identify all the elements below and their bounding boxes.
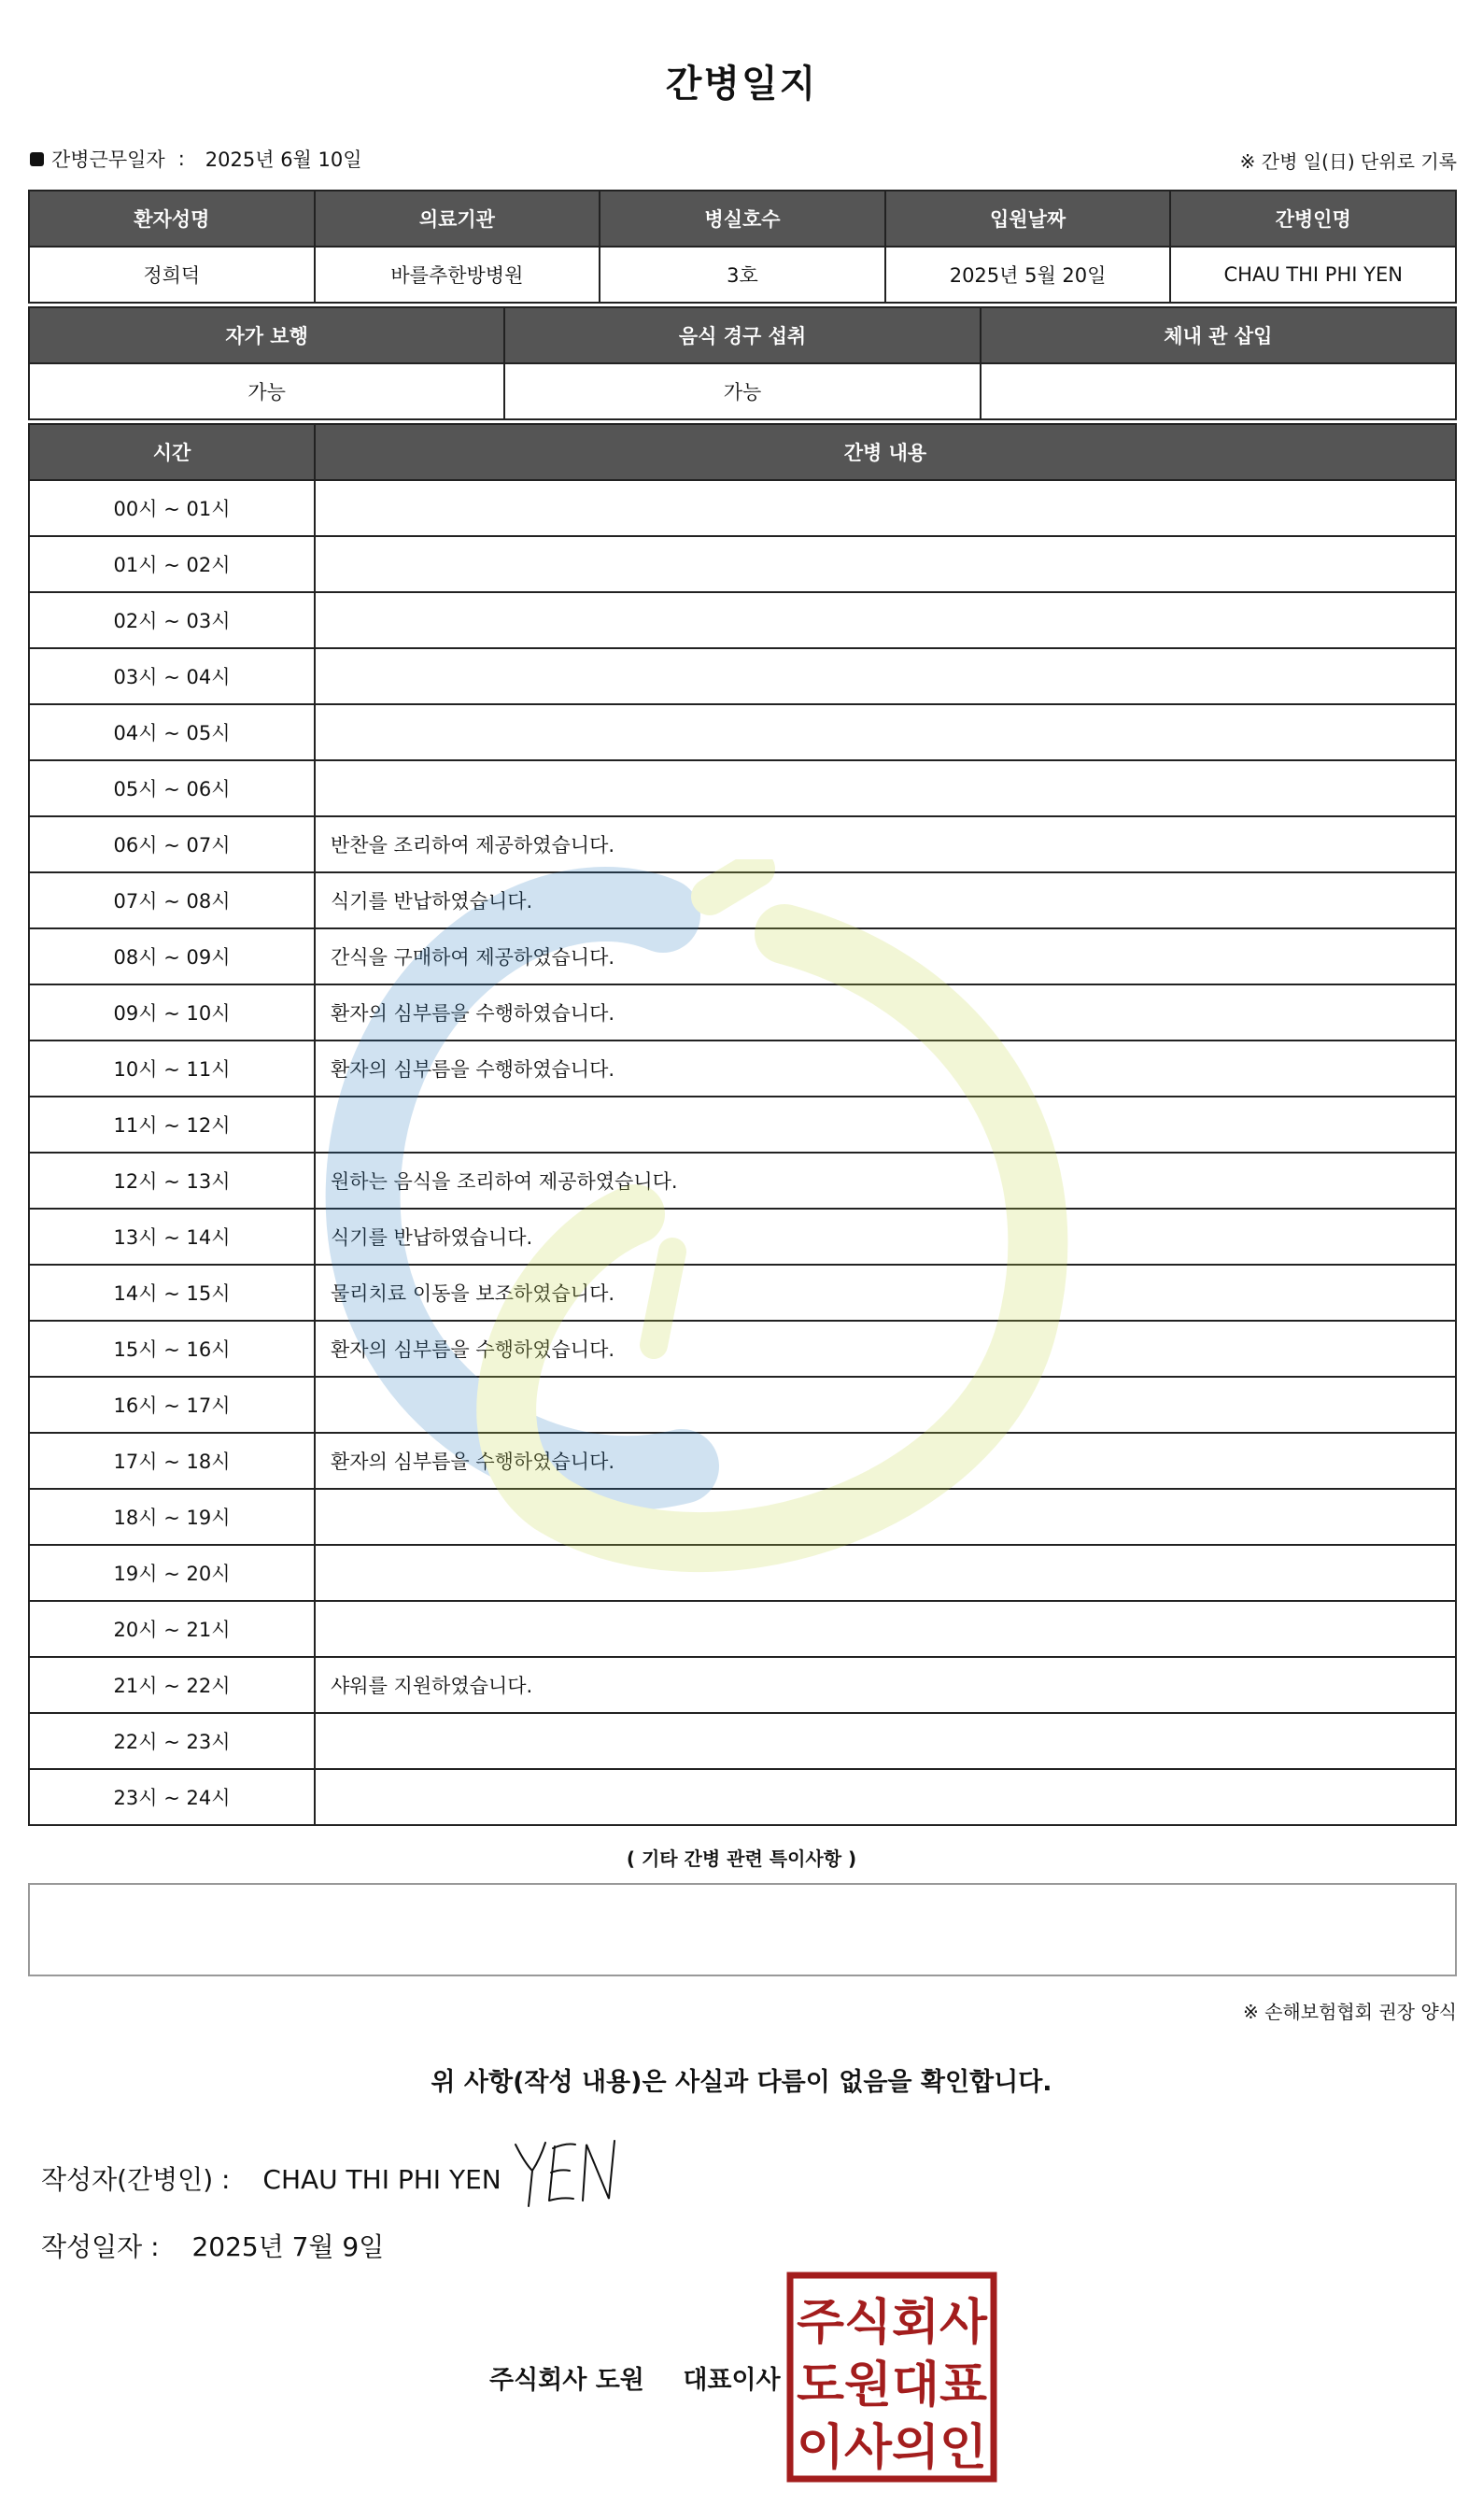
header-time: 시간 — [29, 424, 315, 480]
time-slot: 15시 ~ 16시 — [29, 1321, 315, 1377]
header-admission-date: 입원날짜 — [885, 191, 1171, 247]
write-date-value: 2025년 7월 9일 — [191, 2231, 385, 2262]
time-slot: 16시 ~ 17시 — [29, 1377, 315, 1433]
care-content: 반찬을 조리하여 제공하였습니다. — [315, 816, 1456, 872]
header-room: 병실호수 — [600, 191, 885, 247]
time-slot: 02시 ~ 03시 — [29, 592, 315, 648]
table-row — [29, 247, 1456, 303]
table-row — [29, 363, 1456, 419]
seal-line-2: 도원대표 — [797, 2357, 987, 2414]
time-slot: 11시 ~ 12시 — [29, 1097, 315, 1153]
time-slot: 21시 ~ 22시 — [29, 1657, 315, 1713]
table-row — [29, 1321, 1456, 1377]
time-slot: 23시 ~ 24시 — [29, 1769, 315, 1825]
square-bullet-icon — [30, 152, 44, 166]
care-content: 환자의 심부름을 수행하였습니다. — [315, 1433, 1456, 1489]
care-content: 샤워를 지원하였습니다. — [315, 1657, 1456, 1713]
care-content — [315, 760, 1456, 816]
care-content: 식기를 반납하였습니다. — [315, 1209, 1456, 1265]
header-caregiver-name: 간병인명 — [1170, 191, 1456, 247]
time-slot: 12시 ~ 13시 — [29, 1153, 315, 1209]
header-hospital: 의료기관 — [315, 191, 600, 247]
care-content — [315, 536, 1456, 592]
company-name: 주식회사 도원 — [489, 2366, 644, 2395]
ability-table — [28, 306, 1457, 420]
care-content — [315, 1713, 1456, 1769]
table-row — [29, 760, 1456, 816]
hospital: 바를추한방병원 — [315, 247, 600, 303]
other-notes-box — [28, 1883, 1457, 1976]
header-self-walking: 자가 보행 — [29, 307, 504, 363]
header-tube-insertion: 체내 관 삽입 — [981, 307, 1456, 363]
care-content — [315, 648, 1456, 704]
care-content — [315, 1097, 1456, 1153]
table-row — [29, 536, 1456, 592]
table-row — [29, 1601, 1456, 1657]
time-slot: 08시 ~ 09시 — [29, 928, 315, 984]
table-row — [29, 984, 1456, 1041]
table-row — [29, 872, 1456, 928]
representative-title: 대표이사 — [683, 2366, 781, 2395]
work-date-colon: : — [177, 148, 185, 170]
table-header-row — [29, 191, 1456, 247]
table-row — [29, 1097, 1456, 1153]
admission-date: 2025년 5월 20일 — [885, 247, 1171, 303]
form-note: ※ 손해보험협회 권장 양식 — [1242, 2001, 1457, 2023]
tube-insertion-value — [981, 363, 1456, 419]
document-title: 간병일지 — [665, 63, 818, 106]
care-content — [315, 1489, 1456, 1545]
unit-note: ※ 간병 일(日) 단위로 기록 — [1239, 150, 1457, 173]
writer-label: 작성자(간병인) : — [41, 2164, 231, 2195]
table-row — [29, 1657, 1456, 1713]
write-date-line — [41, 2227, 384, 2264]
time-slot: 07시 ~ 08시 — [29, 872, 315, 928]
time-slot: 18시 ~ 19시 — [29, 1489, 315, 1545]
care-content — [315, 1769, 1456, 1825]
table-row — [29, 704, 1456, 760]
table-row — [29, 1489, 1456, 1545]
care-content — [315, 704, 1456, 760]
work-date — [30, 145, 362, 173]
company-line — [489, 2359, 781, 2396]
table-header-row — [29, 307, 1456, 363]
time-slot: 14시 ~ 15시 — [29, 1265, 315, 1321]
table-row — [29, 1209, 1456, 1265]
table-row — [29, 1377, 1456, 1433]
time-slot: 10시 ~ 11시 — [29, 1041, 315, 1097]
company-seal-icon — [786, 2272, 997, 2483]
self-walking-value: 가능 — [29, 363, 504, 419]
table-row — [29, 648, 1456, 704]
patient-name: 정희덕 — [29, 247, 315, 303]
write-date-label: 작성일자 : — [41, 2231, 160, 2262]
seal-line-1: 주식회사 — [797, 2295, 988, 2351]
care-content: 원하는 음식을 조리하여 제공하였습니다. — [315, 1153, 1456, 1209]
work-date-label: 간병근무일자 — [51, 149, 165, 171]
header-patient-name: 환자성명 — [29, 191, 315, 247]
patient-info-table — [28, 190, 1457, 304]
care-content: 환자의 심부름을 수행하였습니다. — [315, 1041, 1456, 1097]
table-row — [29, 480, 1456, 536]
time-slot: 06시 ~ 07시 — [29, 816, 315, 872]
care-content — [315, 1601, 1456, 1657]
time-slot: 05시 ~ 06시 — [29, 760, 315, 816]
table-row — [29, 1265, 1456, 1321]
care-content — [315, 480, 1456, 536]
care-content: 환자의 심부름을 수행하였습니다. — [315, 984, 1456, 1041]
time-slot: 20시 ~ 21시 — [29, 1601, 315, 1657]
time-slot: 17시 ~ 18시 — [29, 1433, 315, 1489]
room-number: 3호 — [600, 247, 885, 303]
table-row — [29, 1433, 1456, 1489]
time-slot: 03시 ~ 04시 — [29, 648, 315, 704]
signature-icon — [512, 2135, 624, 2210]
table-row — [29, 1153, 1456, 1209]
table-header-row — [29, 424, 1456, 480]
work-date-value: 2025년 6월 10일 — [205, 149, 362, 171]
care-log-table — [28, 423, 1457, 1826]
care-content — [315, 592, 1456, 648]
time-slot: 00시 ~ 01시 — [29, 480, 315, 536]
writer-line — [41, 2159, 501, 2197]
time-slot: 09시 ~ 10시 — [29, 984, 315, 1041]
care-content: 물리치료 이동을 보조하였습니다. — [315, 1265, 1456, 1321]
writer-name: CHAU THI PHI YEN — [262, 2164, 501, 2195]
header-oral-intake: 음식 경구 섭취 — [504, 307, 980, 363]
confirmation-statement: 위 사항(작성 내용)은 사실과 다름이 없음을 확인합니다. — [431, 2068, 1052, 2097]
seal-line-3: 이사의인 — [797, 2420, 987, 2476]
table-row — [29, 592, 1456, 648]
table-row — [29, 816, 1456, 872]
table-row — [29, 1041, 1456, 1097]
table-row — [29, 928, 1456, 984]
table-row — [29, 1769, 1456, 1825]
time-slot: 22시 ~ 23시 — [29, 1713, 315, 1769]
table-row — [29, 1545, 1456, 1601]
care-content — [315, 1377, 1456, 1433]
care-content: 식기를 반납하였습니다. — [315, 872, 1456, 928]
oral-intake-value: 가능 — [504, 363, 980, 419]
time-slot: 19시 ~ 20시 — [29, 1545, 315, 1601]
caregiver-name: CHAU THI PHI YEN — [1170, 247, 1456, 303]
care-content — [315, 1545, 1456, 1601]
care-content: 간식을 구매하여 제공하였습니다. — [315, 928, 1456, 984]
time-slot: 01시 ~ 02시 — [29, 536, 315, 592]
time-slot: 04시 ~ 05시 — [29, 704, 315, 760]
care-content: 환자의 심부름을 수행하였습니다. — [315, 1321, 1456, 1377]
header-care-content: 간병 내용 — [315, 424, 1456, 480]
time-slot: 13시 ~ 14시 — [29, 1209, 315, 1265]
table-row — [29, 1713, 1456, 1769]
other-notes-label: ( 기타 간병 관련 특이사항 ) — [626, 1848, 857, 1870]
